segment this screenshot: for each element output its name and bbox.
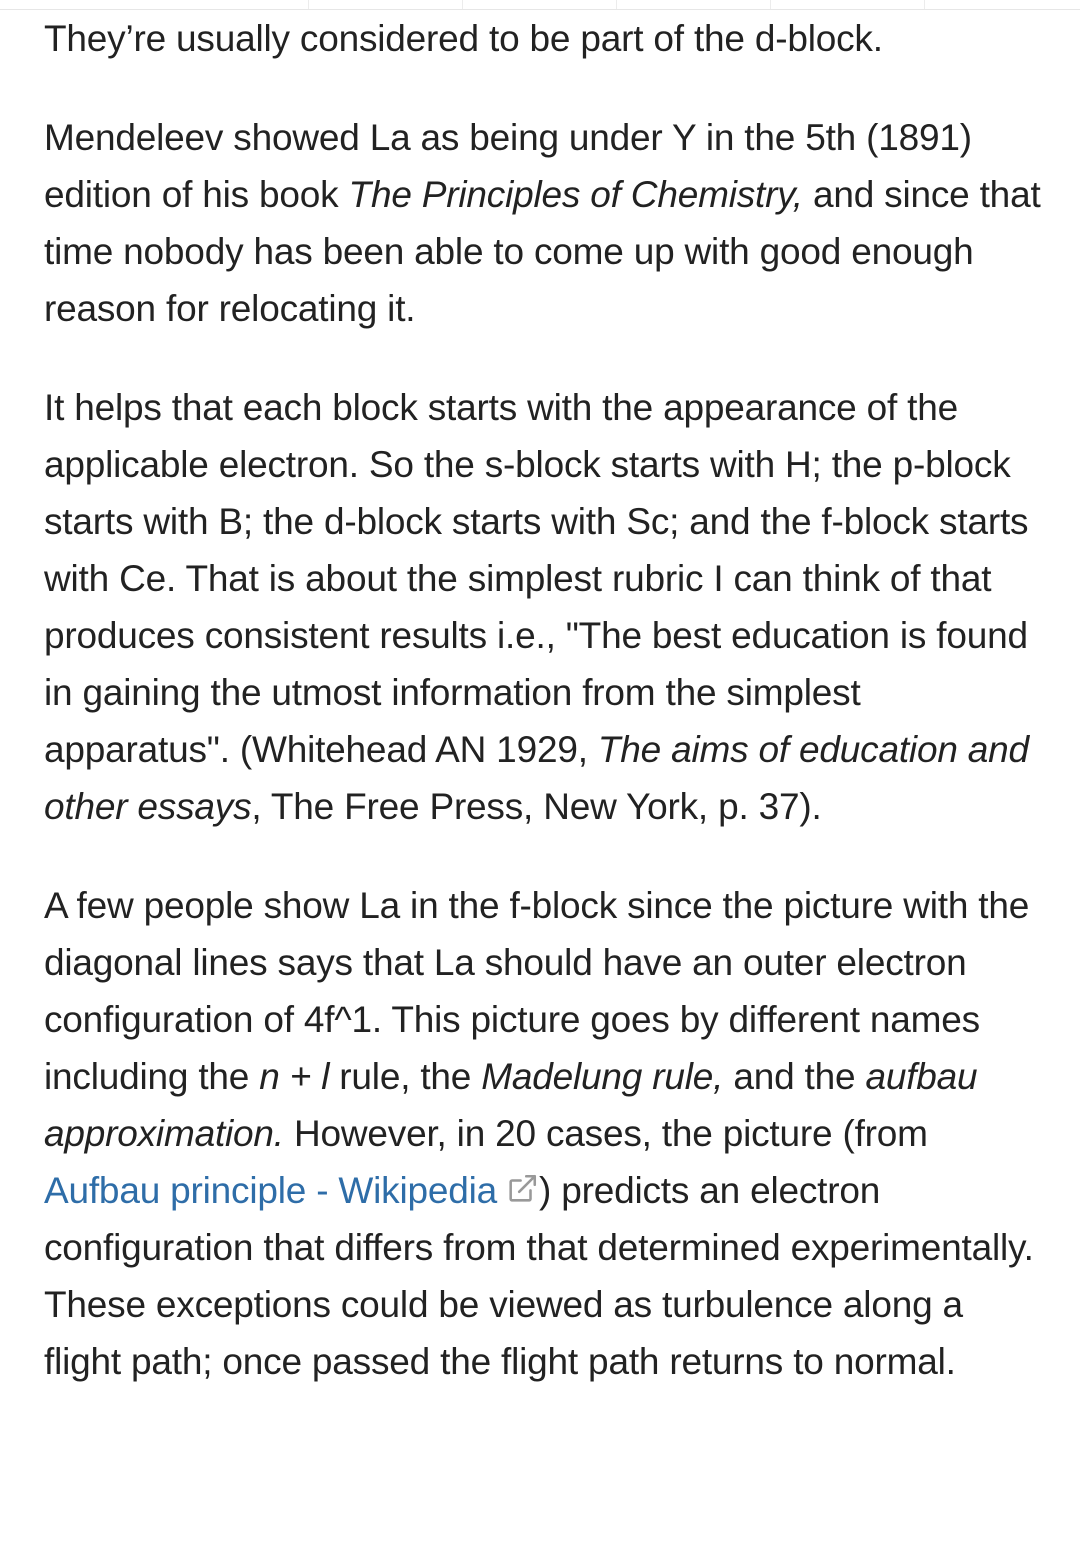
paragraph-3-text-a: It helps that each block starts with the appearance of the applicable electron. So the s-block starts with H; the p-block starts with B; the d-block starts with Sc; and the f-block starts with Ce. That is about the simplest rubric I can think of that produces consistent results i.e., "The best education is found in gaining the utmost information from the simplest apparatus". (Whitehead AN 1929,	[44, 387, 1029, 770]
paragraph-2-text-a: Mendeleev showed La as being under Y in the 5th (1891) edition of his book	[44, 117, 972, 215]
paragraph-4-text-b: rule, the	[329, 1056, 482, 1097]
paragraph-4-text-c: and the	[723, 1056, 866, 1097]
paragraph-1	[44, 10, 1044, 67]
paragraph-4-text-a: A few people show La in the f-block since the picture with the diagonal lines says that La should have an outer electron configuration of 4f^1. This picture goes by different names including the	[44, 885, 1030, 1097]
n-plus-l-rule: n + l	[259, 1056, 330, 1097]
article-body	[44, 10, 1044, 1432]
paragraph-4-text-e: ) predicts an electron configuration that differs from that determined experimentally. These exceptions could be viewed as turbulence along a flight path; once passed the flight path returns to normal.	[44, 1170, 1034, 1382]
madelung-rule: Madelung rule,	[481, 1056, 724, 1097]
paragraph-3	[44, 379, 1044, 835]
external-link-icon[interactable]	[505, 1172, 539, 1206]
paragraph-3-text-b: , The Free Press, New York, p. 37).	[251, 786, 822, 827]
aufbau-approximation: aufbau approximation.	[44, 1056, 978, 1154]
book-title-aims-of-education: The aims of education and other essays	[44, 729, 1029, 827]
paragraph-2	[44, 109, 1044, 337]
aufbau-wikipedia-link[interactable]	[44, 1170, 539, 1211]
book-title-principles-of-chemistry: The Principles of Chemistry,	[348, 174, 803, 215]
paragraph-1-text: They’re usually considered to be part of the d-block.	[44, 18, 883, 59]
top-divider	[0, 0, 1080, 10]
paragraph-2-text-b: and since that time nobody has been able to come up with good enough reason for relocating it.	[44, 174, 1041, 329]
aufbau-wikipedia-link-text[interactable]: Aufbau principle - Wikipedia	[44, 1170, 498, 1211]
paragraph-4	[44, 877, 1044, 1390]
paragraph-4-text-d: However, in 20 cases, the picture (from	[283, 1113, 928, 1154]
